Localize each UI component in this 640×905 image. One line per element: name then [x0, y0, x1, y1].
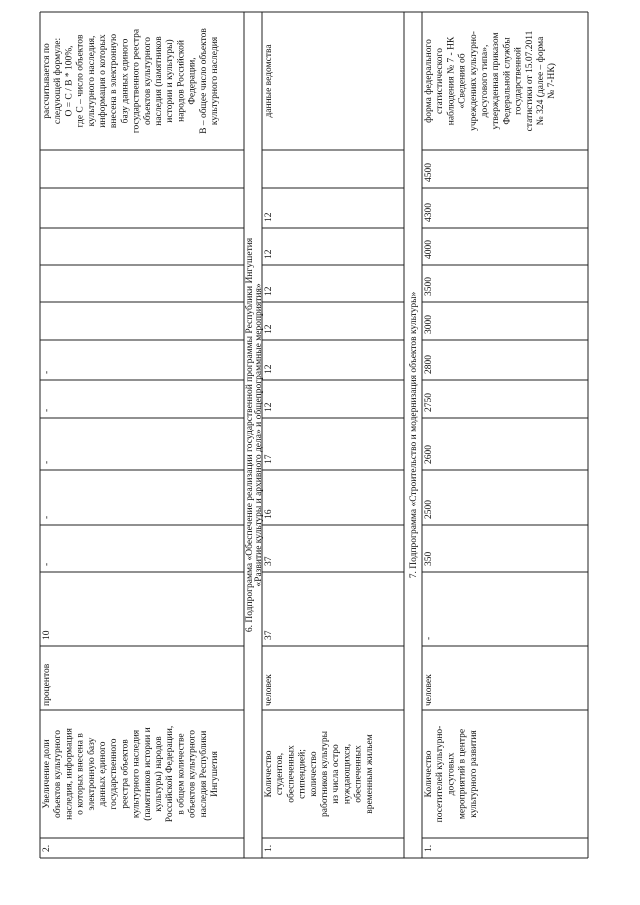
- value-cell-line: -: [42, 370, 52, 374]
- indicator-name-line: государственного: [109, 738, 120, 810]
- section-title: «Развитие культуры и архивного дела» и общепрограммные мероприятия»: [254, 283, 264, 587]
- source-cell-line: государственного реестра: [131, 28, 142, 134]
- value-cell-line: 12: [264, 249, 274, 259]
- value-cell: [424, 393, 434, 412]
- indicator-name-line: количество: [308, 751, 319, 797]
- source-cell-line: внесена в электронную: [109, 33, 120, 129]
- indicator-name-line: временным жильем: [364, 734, 375, 814]
- value-cell-line: -: [42, 562, 52, 566]
- indicator-name-line: Увеличение доли: [42, 739, 52, 809]
- indicator-name-line: (памятников истории и: [142, 727, 153, 821]
- value-cell: [264, 286, 274, 296]
- source-cell-line: утвержденная приказом: [491, 32, 502, 130]
- source-cell-line: № 7-НК): [547, 63, 558, 99]
- value-cell: [424, 277, 434, 296]
- value-cell: [42, 461, 52, 464]
- unit-cell-line: человек: [264, 674, 274, 706]
- unit-cell-line: человек: [424, 674, 434, 706]
- value-cell: [424, 552, 434, 567]
- indicator-name-line: из числа остро: [331, 744, 342, 804]
- indicator-name-line: досуговых: [446, 752, 457, 796]
- value-cell-line: -: [42, 515, 52, 519]
- source-cell-line: наследия (памятников: [154, 36, 164, 126]
- indicator-name-line: реестра объектов: [120, 739, 131, 809]
- indicator-name-line: Ингушетия: [210, 751, 220, 797]
- row-number: [264, 845, 274, 852]
- source-cell-line: информация о которых: [98, 34, 108, 128]
- source-cell-line: досугового типа»,: [480, 44, 490, 118]
- source-cell-line: культурного наследия,: [86, 35, 97, 127]
- indicator-name-line: данных единого: [98, 741, 108, 807]
- value-cell: [424, 637, 434, 640]
- source-cell-line: рассчитывается по: [42, 43, 52, 119]
- source-cell: [423, 30, 557, 131]
- value-cell: [264, 212, 274, 222]
- indicator-name: [264, 730, 375, 817]
- indicator-name-line: электронную базу: [86, 737, 97, 811]
- value-cell-line: 12: [264, 212, 274, 222]
- value-cell: [424, 203, 434, 222]
- indicator-name-line: стипендией;: [297, 749, 308, 799]
- value-cell: [264, 249, 274, 259]
- indicator-name: [424, 726, 479, 823]
- value-cell-line: 2500: [424, 500, 434, 519]
- value-cell: [42, 409, 52, 412]
- section-title: 7. Подпрограмма «Строительство и модернизация объектов культуры»: [409, 291, 419, 579]
- source-cell-line: базу данных единого: [120, 38, 131, 124]
- value-cell: [264, 454, 274, 464]
- value-cell-line: 12: [264, 324, 274, 334]
- source-cell-line: «Сведения об: [457, 53, 468, 109]
- source-cell-line: О = С / В * 100%,: [64, 45, 75, 117]
- indicator-name-line: культурного наследия: [131, 729, 142, 819]
- row-number-line: 1.: [264, 844, 274, 852]
- indicator-name-line: мероприятий в центре: [457, 728, 468, 820]
- indicator-name-line: о которых внесена в: [75, 733, 86, 815]
- source-cell: [264, 44, 274, 118]
- value-cell: [264, 509, 274, 519]
- value-cell-line: -: [424, 636, 434, 640]
- indicator-name-line: обеспеченных: [286, 745, 297, 803]
- value-cell: [264, 324, 274, 334]
- indicator-name-line: наследия, информация: [64, 728, 75, 820]
- value-cell-line: 3500: [424, 277, 434, 296]
- value-cell: [424, 500, 434, 519]
- value-cell-line: 12: [264, 364, 274, 374]
- value-cell-line: 4300: [424, 203, 434, 222]
- value-cell: [42, 630, 52, 640]
- source-cell-line: народов Российской: [176, 40, 187, 122]
- source-cell-line: истории и культуры): [165, 39, 176, 123]
- unit-cell: [264, 674, 274, 706]
- section-title: 6. Подпрограмма «Обеспечение реализации государственной программы Республики Ингушетия: [245, 237, 255, 633]
- unit-cell: [424, 674, 434, 706]
- indicator-name-line: в общем количестве: [176, 733, 187, 815]
- indicator-name-line: Российской Федерации,: [165, 725, 176, 823]
- value-cell-line: 3000: [424, 315, 434, 334]
- table-grid: [40, 12, 588, 858]
- value-cell-line: 37: [264, 556, 274, 566]
- row-number: [424, 845, 434, 852]
- source-cell-line: статистического: [435, 48, 446, 114]
- source-cell-line: В – общее число объектов: [198, 28, 209, 134]
- value-cell-line: 2800: [424, 355, 434, 374]
- source-cell-line: объектов культурного: [142, 37, 153, 125]
- value-cell-line: 17: [264, 454, 274, 464]
- value-cell: [42, 371, 52, 374]
- source-cell-line: следующей формуле:: [53, 37, 64, 125]
- value-cell-line: -: [42, 408, 52, 412]
- value-cell-line: 4500: [424, 163, 434, 182]
- value-cell-line: 12: [264, 402, 274, 412]
- indicator-name-line: посетителей культурно-: [435, 725, 446, 823]
- indicator-name-line: культурного развития: [468, 730, 479, 818]
- indicator-name-line: студентов,: [275, 752, 286, 796]
- value-cell-line: 16: [264, 509, 274, 519]
- unit-cell-line: процентов: [42, 663, 52, 706]
- value-cell-line: 350: [424, 551, 434, 566]
- indicator-name-line: объектов культурного: [187, 730, 198, 818]
- value-cell-line: 2750: [424, 393, 434, 412]
- value-cell-line: 10: [42, 630, 52, 640]
- indicator-name-line: наследия Республики: [198, 730, 209, 818]
- table-cells: [42, 28, 557, 852]
- value-cell: [42, 516, 52, 519]
- source-cell-line: форма федерального: [424, 39, 434, 123]
- value-cell-line: -: [42, 460, 52, 464]
- value-cell: [424, 355, 434, 374]
- source-cell: [42, 28, 220, 134]
- value-cell-line: 4000: [424, 240, 434, 259]
- value-cell-line: 2600: [424, 445, 434, 464]
- value-cell: [424, 315, 434, 334]
- indicator-name-line: Количество: [264, 750, 274, 798]
- row-number: [42, 845, 52, 852]
- indicator-name: [42, 726, 220, 822]
- source-cell-line: наблюдения № 7 - НК: [446, 36, 457, 126]
- source-cell-line: Федеральной службы: [502, 37, 513, 125]
- value-cell: [424, 163, 434, 182]
- source-cell-line: где С – число объектов: [75, 34, 86, 128]
- value-cell: [264, 630, 274, 640]
- value-cell: [264, 364, 274, 374]
- value-cell-line: 37: [264, 630, 274, 640]
- source-cell-line: учреждениях культурно-: [468, 31, 479, 131]
- source-cell-line: № 324 (далее – форма: [536, 36, 546, 126]
- row-number-line: 2.: [42, 844, 52, 852]
- source-cell-line: государственной: [513, 47, 524, 115]
- indicator-name-line: работников культуры: [320, 731, 330, 817]
- indicator-name-line: культуры) народов: [154, 736, 164, 812]
- source-cell-line: данные ведомства: [264, 44, 274, 118]
- value-cell: [42, 563, 52, 566]
- source-cell-line: Федерации,: [187, 57, 198, 105]
- indicator-name-line: объектов культурного: [53, 730, 64, 818]
- indicator-name-line: обеспеченных: [353, 745, 364, 803]
- value-cell-line: 12: [264, 286, 274, 296]
- value-cell: [424, 445, 434, 464]
- value-cell: [424, 240, 434, 259]
- indicator-name-line: Количество: [424, 750, 434, 798]
- source-cell-line: культурного наследия: [210, 36, 220, 126]
- value-cell: [264, 402, 274, 412]
- row-number-line: 1.: [424, 844, 434, 852]
- indicator-name-line: нуждающихся,: [342, 743, 353, 805]
- unit-cell: [42, 663, 52, 706]
- value-cell: [264, 556, 274, 566]
- source-cell-line: статистики от 15.07.2011: [524, 30, 535, 132]
